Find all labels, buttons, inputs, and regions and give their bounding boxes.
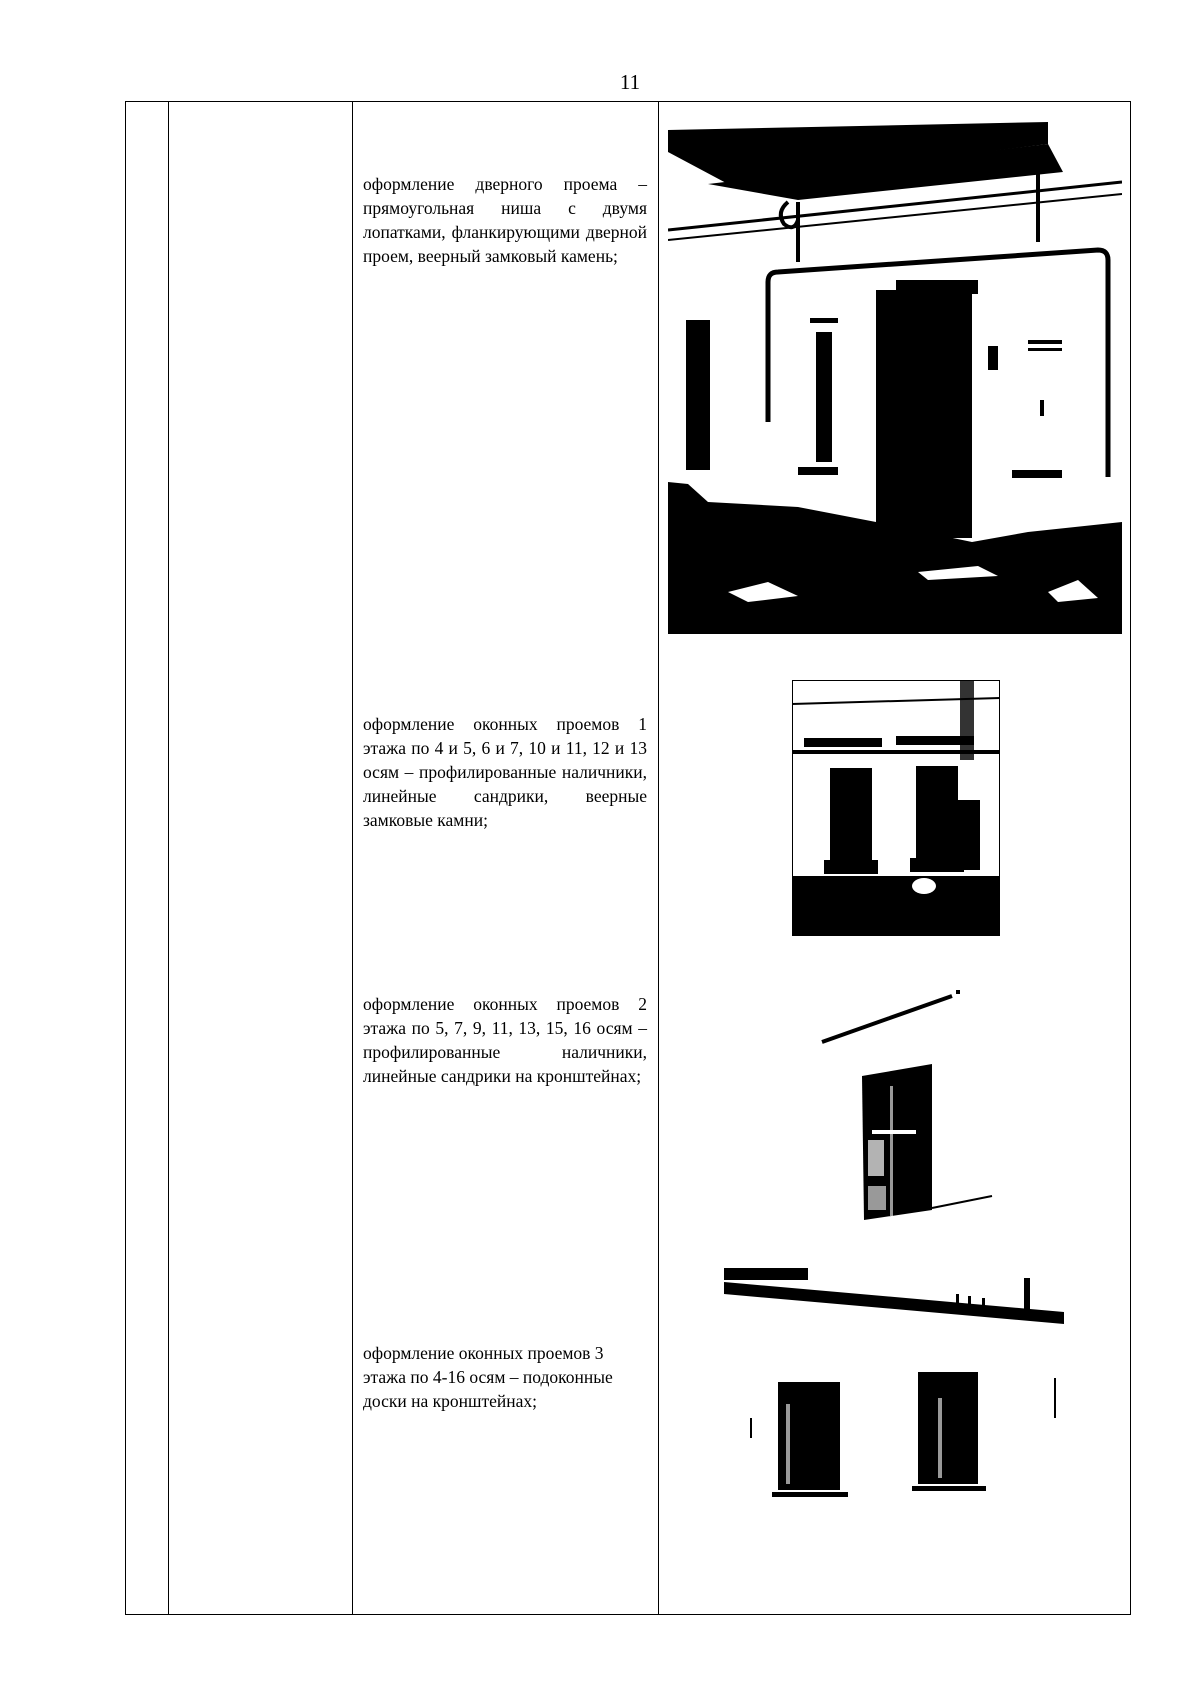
row-description: оформление оконных проемов 1 этажа по 4 и 5, 6 и 7, 10 и 11, 12 и 13 осям – профилированные наличники, линейные сандрики, веерные замковые камни;	[363, 714, 647, 830]
column-divider	[168, 102, 169, 1614]
column-divider	[658, 102, 659, 1614]
row-description: оформление оконных проемов 3 этажа по 4-16 осям – подоконные доски на кронштейнах;	[363, 1343, 613, 1411]
third-floor-windows-photo	[724, 1268, 1064, 1564]
row-description: оформление оконных проемов 2 этажа по 5, 7, 9, 11, 13, 15, 16 осям – профилированные наличники, линейные сандрики на кронштейнах;	[363, 994, 647, 1086]
row-description: оформление дверного проема – прямоугольная ниша с двумя лопатками, фланкирующими дверной проем, веерный замковый камень;	[363, 174, 647, 266]
first-floor-windows-photo	[792, 680, 1000, 936]
door-portal-photo	[668, 122, 1122, 634]
column-divider	[352, 102, 353, 1614]
page-number: 11	[619, 70, 641, 94]
second-floor-window-photo	[812, 990, 998, 1240]
